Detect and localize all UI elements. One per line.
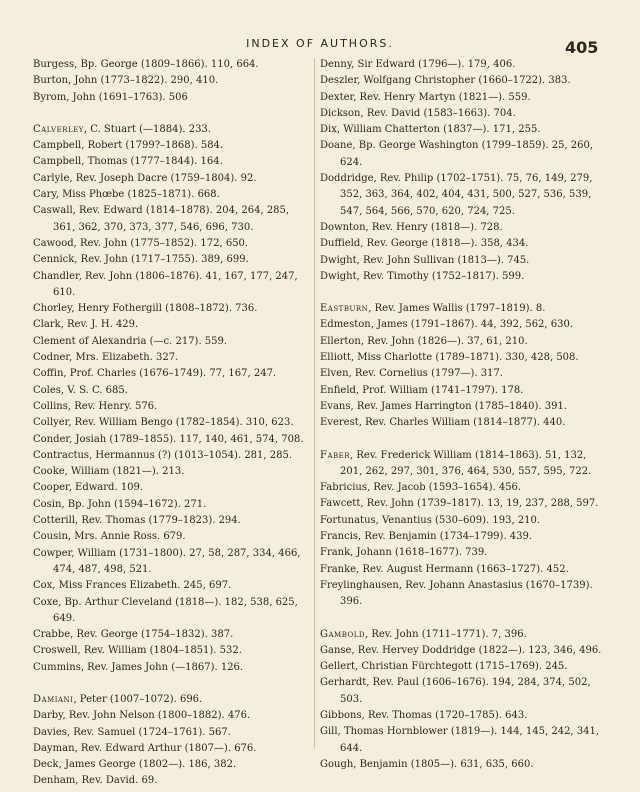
index-entry — [33, 415, 311, 431]
index-entry — [320, 545, 610, 561]
entry-text: Deszler, Wolfgang Christopher (1660–1722). 383. — [320, 75, 571, 87]
entry-text: Cowper, William (1731–1800). 27, 58, 287, 334, 466, 474, 487, 498, 521. — [33, 547, 301, 575]
entry-text: Fawcett, Rev. John (1739–1817). 13, 19, 237, 288, 597. — [320, 498, 599, 510]
index-entry — [320, 73, 610, 89]
section-lead-word: Calverley — [33, 123, 84, 135]
index-entry — [33, 90, 311, 106]
index-column-right — [320, 57, 610, 773]
entry-text: Dwight, Rev. John Sullivan (1813—). 745. — [320, 254, 530, 266]
entry-text: Clark, Rev. J. H. 429. — [33, 319, 139, 331]
index-entry — [33, 432, 311, 448]
index-entry — [33, 448, 311, 464]
index-entry — [33, 252, 311, 268]
entry-text: Collins, Rev. Henry. 576. — [33, 400, 158, 412]
index-entry — [320, 138, 610, 171]
entry-text: Downton, Rev. Henry (1818—). 728. — [320, 221, 503, 233]
index-entry — [320, 562, 610, 578]
entry-text: Cousin, Mrs. Annie Ross. 679. — [33, 531, 186, 543]
entry-text: Doddridge, Rev. Philip (1702–1751). 75, 76, 149, 279, 352, 363, 364, 402, 404, 431, 500, 527, 536, 539, 547, 564, 566, 570, 620, 724, 725. — [320, 173, 593, 217]
entry-text: Carlyle, Rev. Joseph Dacre (1759–1804). 92. — [33, 172, 257, 184]
index-entry — [320, 724, 610, 757]
index-entry — [320, 675, 610, 708]
entry-text: Chorley, Henry Fothergill (1808–1872). 736. — [33, 303, 258, 315]
entry-text: Dexter, Rev. Henry Martyn (1821—). 559. — [320, 91, 531, 103]
entry-text: Dwight, Rev. Timothy (1752–1817). 599. — [320, 270, 525, 282]
index-entry — [33, 627, 311, 643]
entry-text: Freylinghausen, Rev. Johann Anastasius (1670–1739). 396. — [320, 579, 593, 608]
index-entry — [33, 122, 311, 138]
index-entry — [320, 627, 610, 643]
entry-text: Campbell, Robert (1799?–1868). 584. — [33, 140, 224, 152]
entry-text: Gerhardt, Rev. Paul (1606–1676). 194, 284, 374, 502, 503. — [320, 677, 591, 705]
entry-text: Evans, Rev. James Harrington (1785–1840). 391. — [320, 400, 568, 412]
entry-text: Cennick, Rev. John (1717–1755). 389, 699. — [33, 254, 249, 266]
index-entry — [320, 643, 610, 659]
entry-text: Gibbons, Rev. Thomas (1720–1785). 643. — [320, 709, 528, 721]
entry-text: Gellert, Christian Fürchtegott (1715–1769). 245. — [320, 661, 568, 673]
index-entry — [320, 529, 610, 545]
entry-text: Darby, Rev. John Nelson (1800–1882). 476. — [33, 710, 251, 722]
page-number: 405 — [565, 38, 599, 57]
index-entry — [33, 154, 311, 170]
index-entry — [33, 269, 311, 302]
entry-text: Cawood, Rev. John (1775–1852). 172, 650. — [33, 237, 249, 249]
entry-text: , Rev. John (1711–1771). 7, 396. — [364, 628, 527, 640]
section-gap — [320, 285, 610, 301]
index-entry — [33, 708, 311, 724]
index-entry — [33, 317, 311, 333]
entry-text: Doane, Bp. George Washington (1799–1859). 25, 260, 624. — [320, 140, 594, 168]
index-entry — [33, 595, 311, 628]
entry-text: Conder, Josiah (1789–1855). 117, 140, 461, 574, 708. — [33, 433, 304, 445]
section-gap — [33, 676, 311, 692]
index-entry — [33, 643, 311, 659]
entry-text: Cary, Miss Phœbe (1825–1871). 668. — [33, 189, 220, 201]
index-entry — [33, 203, 311, 236]
index-entry — [33, 741, 311, 757]
index-entry — [320, 334, 610, 350]
entry-text: , Rev. James Wallis (1797–1819). 8. — [368, 303, 546, 315]
index-entry — [320, 415, 610, 431]
entry-text: Ganse, Rev. Hervey Doddridge (1822—). 123, 346, 496. — [320, 644, 602, 656]
entry-text: Croswell, Rev. William (1804–1851). 532. — [33, 645, 242, 657]
entry-text: Elliott, Miss Charlotte (1789–1871). 330, 428, 508. — [320, 352, 579, 364]
entry-text: Cosin, Bp. John (1594–1672). 271. — [33, 498, 207, 510]
section-lead-word: Eastburn — [320, 303, 369, 315]
entry-text: Caswall, Rev. Edward (1814–1878). 204, 264, 285, 361, 362, 370, 373, 377, 546, 696, 730. — [33, 205, 290, 233]
entry-text: Codner, Mrs. Elizabeth. 327. — [33, 352, 179, 364]
index-entry — [33, 464, 311, 480]
entry-text: Coffin, Prof. Charles (1676–1749). 77, 167, 247. — [33, 368, 277, 380]
index-entry — [33, 399, 311, 415]
entry-text: Duffield, Rev. George (1818—). 358, 434. — [320, 238, 529, 250]
entry-text: Cotterill, Rev. Thomas (1779–1823). 294. — [33, 515, 241, 527]
index-entry — [33, 578, 311, 594]
index-entry — [320, 513, 610, 529]
index-entry — [33, 497, 311, 513]
entry-text: Crabbe, Rev. George (1754–1832). 387. — [33, 629, 234, 641]
entry-text: Cummins, Rev. James John (—1867). 126. — [33, 661, 244, 673]
index-entry — [320, 496, 610, 512]
entry-text: Fortunatus, Venantius (530–609). 193, 210. — [320, 514, 541, 526]
index-entry — [320, 366, 610, 382]
entry-text: Chandler, Rev. John (1806–1876). 41, 167, 177, 247, 610. — [33, 270, 298, 298]
entry-text: Campbell, Thomas (1777–1844). 164. — [33, 156, 223, 168]
entry-text: , Peter (1007–1072). 696. — [73, 693, 203, 705]
index-entry — [320, 253, 610, 269]
index-entry — [33, 773, 311, 789]
entry-text: Enfield, Prof. William (1741–1797). 178. — [320, 384, 524, 396]
index-entry — [320, 448, 610, 481]
entry-text: Gough, Benjamin (1805—). 631, 635, 660. — [320, 758, 534, 770]
entry-text: Ellerton, Rev. John (1826—). 37, 61, 210. — [320, 335, 528, 347]
index-entry — [320, 171, 610, 220]
index-entry — [33, 138, 311, 154]
index-entry — [33, 171, 311, 187]
entry-text: Everest, Rev. Charles William (1814–1877). 440. — [320, 417, 566, 429]
index-entry — [320, 350, 610, 366]
index-entry — [320, 383, 610, 399]
entry-text: Dix, William Chatterton (1837—). 171, 255. — [320, 124, 541, 136]
index-entry — [33, 236, 311, 252]
column-divider — [314, 58, 315, 748]
entry-text: Denham, Rev. David. 69. — [33, 775, 158, 787]
index-entry — [33, 187, 311, 203]
index-entry — [320, 269, 610, 285]
entry-text: Davies, Rev. Samuel (1724–1761). 567. — [33, 726, 231, 738]
index-entry — [320, 236, 610, 252]
index-entry — [33, 513, 311, 529]
entry-text: Coles, V. S. C. 685. — [33, 384, 128, 396]
entry-text: Edmeston, James (1791–1867). 44, 392, 562, 630. — [320, 319, 574, 331]
entry-text: Burgess, Bp. George (1809–1866). 110, 664. — [33, 59, 259, 70]
section-lead-word: Damiani — [33, 693, 74, 705]
index-entry — [33, 757, 311, 773]
entry-text: Coxe, Bp. Arthur Cleveland (1818—). 182, 538, 625, 649. — [33, 596, 298, 624]
entry-text: Dayman, Rev. Edward Arthur (1807—). 676. — [33, 742, 257, 754]
entry-text: Dickson, Rev. David (1583–1663). 704. — [320, 107, 516, 119]
section-lead-word: Gambold — [320, 628, 365, 640]
running-header: INDEX OF AUTHORS. — [246, 37, 394, 50]
index-entry — [320, 317, 610, 333]
index-entry — [320, 757, 610, 773]
index-entry — [320, 106, 610, 122]
section-gap — [320, 432, 610, 448]
index-entry — [33, 334, 311, 350]
entry-text: Francis, Rev. Benjamin (1734–1799). 439. — [320, 531, 533, 543]
index-entry — [33, 725, 311, 741]
index-column-left — [33, 57, 311, 790]
entry-text: Byrom, John (1691–1763). 506 — [33, 91, 188, 103]
entry-text: Cooke, William (1821—). 213. — [33, 466, 185, 478]
index-entry — [33, 529, 311, 545]
entry-text: Cooper, Edward. 109. — [33, 482, 144, 494]
index-entry — [33, 366, 311, 382]
index-entry — [33, 383, 311, 399]
section-gap — [320, 611, 610, 627]
entry-text: Collyer, Rev. William Bengo (1782–1854). 310, 623. — [33, 417, 294, 429]
entry-text: Fabricius, Rev. Jacob (1593–1654). 456. — [320, 482, 522, 494]
index-entry — [320, 578, 610, 611]
index-entry — [320, 301, 610, 317]
index-entry — [320, 122, 610, 138]
index-entry — [320, 220, 610, 236]
index-entry — [33, 350, 311, 366]
entry-text: Contractus, Hermannus (?) (1013–1054). 281, 285. — [33, 449, 293, 461]
entry-text: Clement of Alexandria (—c. 217). 559. — [33, 335, 228, 347]
section-lead-word: Faber — [320, 449, 351, 461]
entry-text: Burton, John (1773–1822). 290, 410. — [33, 75, 219, 87]
entry-text: Denny, Sir Edward (1796—). 179, 406. — [320, 59, 516, 70]
index-entry — [33, 73, 311, 89]
entry-text: , Rev. Frederick William (1814–1863). 51, 132, 201, 262, 297, 301, 376, 464, 530, 557, 595, 722. — [340, 449, 592, 477]
entry-text: , C. Stuart (—1884). 233. — [83, 123, 211, 135]
entry-text: Elven, Rev. Cornelius (1797—). 317. — [320, 368, 503, 380]
index-entry — [320, 90, 610, 106]
index-entry — [320, 659, 610, 675]
section-gap — [33, 106, 311, 122]
entry-text: Frank, Johann (1618–1677). 739. — [320, 547, 488, 559]
index-entry — [320, 480, 610, 496]
index-entry — [320, 57, 610, 73]
index-entry — [33, 480, 311, 496]
index-entry — [33, 660, 311, 676]
index-entry — [320, 708, 610, 724]
entry-text: Gill, Thomas Hornblower (1819—). 144, 145, 242, 341, 644. — [320, 726, 600, 754]
index-entry — [33, 546, 311, 579]
entry-text: Franke, Rev. August Hermann (1663–1727). 452. — [320, 563, 569, 575]
entry-text: Deck, James George (1802—). 186, 382. — [33, 759, 237, 771]
index-entry — [33, 301, 311, 317]
index-entry — [33, 57, 311, 73]
entry-text: Cox, Miss Frances Elizabeth. 245, 697. — [33, 580, 232, 592]
index-entry — [320, 399, 610, 415]
index-entry — [33, 692, 311, 708]
